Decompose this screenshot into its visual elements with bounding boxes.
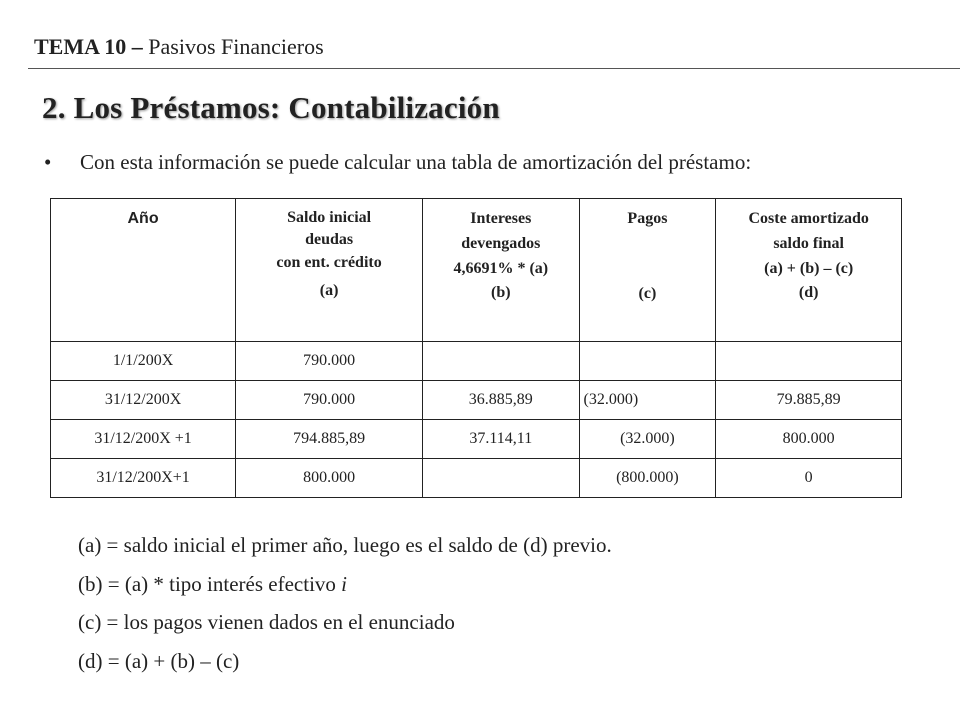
- cell-amortized-cost: 800.000: [716, 420, 902, 459]
- header-line: con ent. crédito: [276, 253, 382, 271]
- slide-header: [34, 34, 324, 60]
- cell-amortized-cost: 79.885,89: [716, 381, 902, 420]
- header-payments: [579, 199, 716, 342]
- header-divider: [28, 68, 960, 69]
- cell-payment: [579, 342, 716, 381]
- note-b-text: (b) = (a) * tipo interés efectivo: [78, 571, 342, 596]
- header-topic-name: Pasivos Financieros: [142, 34, 324, 59]
- header-line: [584, 232, 712, 257]
- header-line: (d): [798, 284, 819, 302]
- formula-notes: [78, 526, 612, 680]
- header-amortized-cost: [716, 199, 902, 342]
- header-line: [584, 257, 712, 282]
- cell-interest: [423, 342, 579, 381]
- header-initial-balance: [236, 199, 423, 342]
- table-header-row: [51, 199, 902, 342]
- header-line: deudas: [305, 231, 354, 249]
- note-a: (a) = saldo inicial el primer año, luego es el saldo de (d) previo.: [78, 533, 612, 557]
- cell-payment: (32.000): [579, 420, 716, 459]
- cell-interest: [423, 459, 579, 498]
- cell-year: 1/1/200X: [51, 342, 236, 381]
- header-line: Intereses: [470, 210, 532, 227]
- bullet-item: [44, 150, 751, 175]
- note-b-variable: i: [341, 571, 347, 596]
- table-row: [51, 342, 902, 381]
- cell-initial-balance: 794.885,89: [236, 420, 423, 459]
- amortization-table: [50, 198, 902, 498]
- bullet-symbol: •: [44, 150, 52, 174]
- header-line: Coste amortizado: [748, 210, 869, 227]
- header-line: Saldo inicial: [287, 209, 372, 226]
- header-line: devengados: [461, 234, 541, 252]
- note-c: (c) = los pagos vienen dados en el enunciado: [78, 610, 455, 634]
- cell-interest: 36.885,89: [423, 381, 579, 420]
- table-row: [51, 420, 902, 459]
- header-topic-number: TEMA 10 –: [34, 34, 143, 59]
- header-accrued-interest: [423, 199, 579, 342]
- cell-amortized-cost: [716, 342, 902, 381]
- cell-payment: (800.000): [579, 459, 716, 498]
- cell-year: 31/12/200X: [51, 381, 236, 420]
- cell-initial-balance: 800.000: [236, 459, 423, 498]
- note-d: (d) = (a) + (b) – (c): [78, 648, 240, 673]
- header-line: Pagos: [627, 210, 668, 227]
- header-line: (a) + (b) – (c): [764, 259, 854, 277]
- cell-year: 31/12/200X +1: [51, 420, 236, 459]
- table-row: [51, 381, 902, 420]
- header-line: saldo final: [773, 234, 844, 252]
- header-line: (b): [491, 284, 511, 302]
- cell-initial-balance: 790.000: [236, 342, 423, 381]
- bullet-text: Con esta información se puede calcular una tabla de amortización del préstamo:: [80, 150, 752, 174]
- cell-year: 31/12/200X+1: [51, 459, 236, 498]
- note-b: [78, 565, 612, 604]
- cell-interest: 37.114,11: [423, 420, 579, 459]
- header-line: Año: [127, 210, 159, 227]
- header-year: [51, 199, 236, 342]
- cell-initial-balance: 790.000: [236, 381, 423, 420]
- slide-title: 2. Los Préstamos: Contabilización: [42, 90, 500, 125]
- cell-payment: (32.000): [579, 381, 716, 420]
- header-line: (a): [319, 282, 339, 300]
- table-row: [51, 459, 902, 498]
- header-line: 4,6691% * (a): [453, 259, 549, 277]
- header-line: (c): [638, 284, 657, 302]
- cell-amortized-cost: 0: [716, 459, 902, 498]
